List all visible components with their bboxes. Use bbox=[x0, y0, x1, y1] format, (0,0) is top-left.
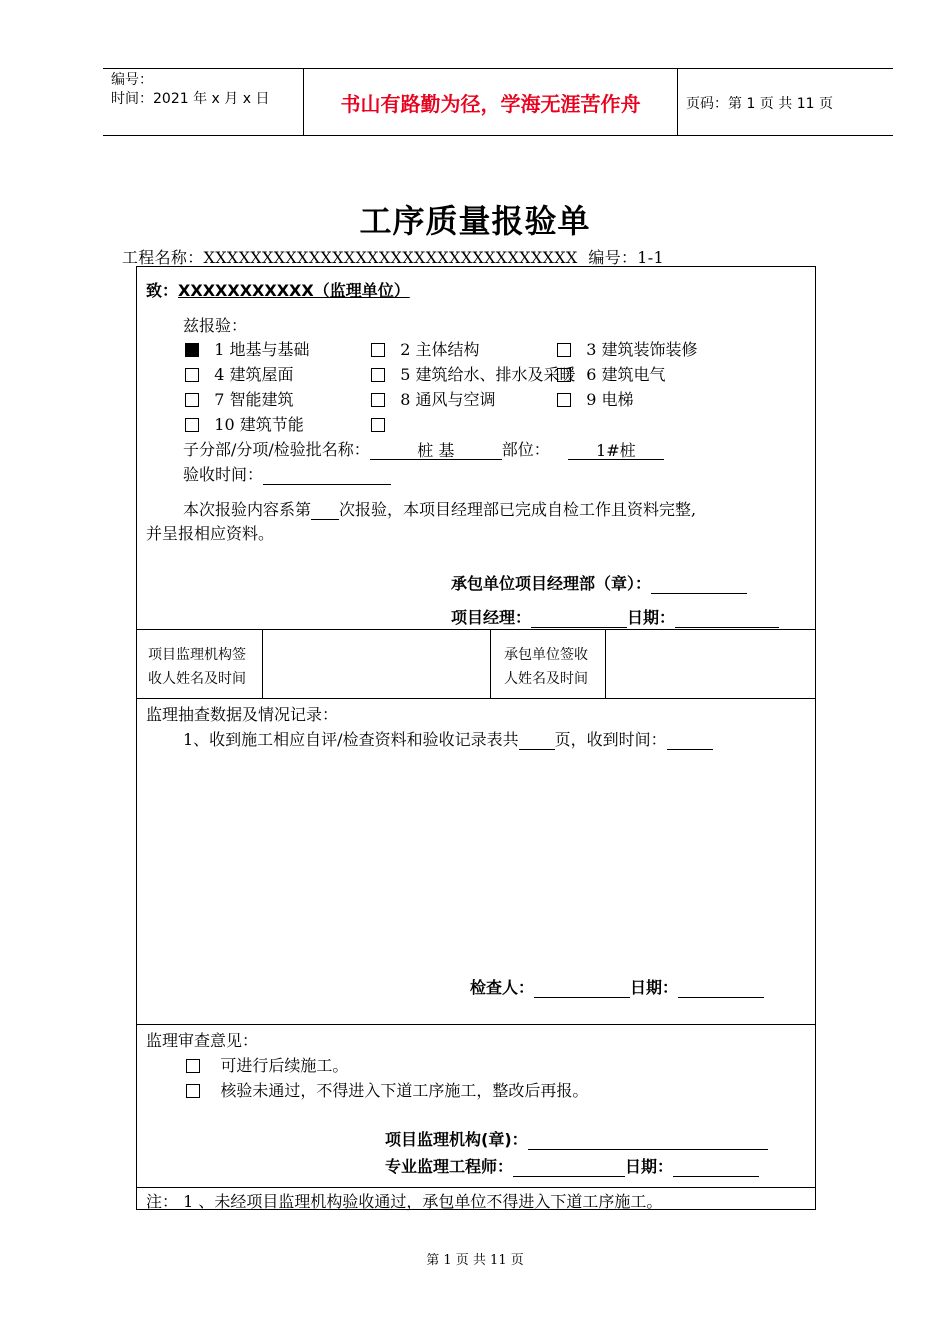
inspection-item-label: 9 电梯 bbox=[586, 390, 634, 409]
note-text: 注： 1 、未经项目监理机构验收通过，承包单位不得进入下道工序施工。 bbox=[146, 1192, 663, 1211]
contractor-sign-label bbox=[504, 643, 588, 691]
opinion-engineer-label: 专业监理工程师： bbox=[385, 1157, 514, 1176]
inspection-text-a: 1、收到施工相应自评/检查资料和验收记录表共 bbox=[183, 730, 519, 749]
opinion-option-1-label: 可进行后续施工。 bbox=[220, 1056, 349, 1075]
inspection-page-count-field[interactable] bbox=[519, 731, 555, 750]
to-line bbox=[146, 281, 410, 301]
checkbox-icon[interactable] bbox=[371, 393, 385, 407]
inspection-item-label: 10 建筑节能 bbox=[214, 415, 304, 434]
inspector-date-label: 日期： bbox=[630, 978, 679, 997]
statement-text-a: 本次报验内容系第 bbox=[183, 500, 312, 519]
statement-line-1 bbox=[183, 500, 696, 520]
checkbox-icon[interactable] bbox=[371, 343, 385, 357]
report-count-field[interactable] bbox=[311, 501, 339, 520]
checkbox-icon[interactable] bbox=[557, 393, 571, 407]
supervisor-sign-field[interactable] bbox=[264, 631, 489, 697]
opinion-org-line bbox=[385, 1130, 768, 1150]
contractor-sign-field[interactable] bbox=[607, 631, 814, 697]
header-bottom-rule bbox=[103, 135, 893, 136]
statement-line-2: 并呈报相应资料。 bbox=[146, 524, 275, 543]
inspection-item[interactable] bbox=[371, 340, 480, 360]
inspection-item[interactable] bbox=[557, 340, 698, 360]
opinion-date-label: 日期： bbox=[625, 1157, 674, 1176]
subpart-line bbox=[183, 440, 664, 460]
checkbox-icon[interactable] bbox=[186, 1084, 200, 1098]
inspection-item-label: 2 主体结构 bbox=[400, 340, 480, 359]
page-footer: 第 1 页 共 11 页 bbox=[426, 1253, 524, 1268]
form-rule-4 bbox=[136, 1187, 816, 1188]
subpart-value[interactable]: 桩 基 bbox=[370, 441, 502, 460]
checked-box-icon[interactable] bbox=[185, 343, 199, 357]
position-value[interactable]: 1#桩 bbox=[568, 441, 664, 460]
contractor-date-label: 日期： bbox=[627, 608, 676, 627]
project-line bbox=[122, 245, 664, 268]
checkbox-icon[interactable] bbox=[371, 368, 385, 382]
subpart-label: 子分部/分项/检验批名称： bbox=[183, 440, 370, 459]
form-rule-1 bbox=[136, 629, 816, 630]
supervisor-sign-label bbox=[148, 643, 246, 691]
accept-time-field[interactable] bbox=[263, 466, 391, 485]
inspection-item-label: 4 建筑屋面 bbox=[214, 365, 294, 384]
inspection-item[interactable] bbox=[557, 390, 634, 410]
opinion-title: 监理审查意见： bbox=[146, 1031, 259, 1050]
contractor-dept-label: 承包单位项目经理部（章）： bbox=[451, 574, 652, 593]
checkbox-icon[interactable] bbox=[185, 418, 199, 432]
inspection-item[interactable] bbox=[557, 365, 666, 385]
checkbox-icon[interactable] bbox=[186, 1059, 200, 1073]
form-rule-3 bbox=[136, 1024, 816, 1025]
supervisor-sign-label-2: 收人姓名及时间 bbox=[148, 671, 246, 687]
contractor-manager-label: 项目经理： bbox=[451, 608, 532, 627]
checkbox-icon[interactable] bbox=[371, 418, 385, 432]
inspection-item[interactable] bbox=[185, 415, 304, 435]
inspection-item[interactable] bbox=[185, 390, 294, 410]
document-title: 工序质量报验单 bbox=[359, 202, 591, 240]
contractor-dept-field[interactable] bbox=[651, 575, 747, 594]
inspection-item[interactable] bbox=[371, 415, 400, 435]
header-divider-right bbox=[677, 68, 678, 136]
inspection-item[interactable] bbox=[371, 390, 496, 410]
inspection-item-label: 6 建筑电气 bbox=[586, 365, 666, 384]
inspection-item[interactable] bbox=[185, 365, 294, 385]
statement-text-b: 次报验，本项目经理部已完成自检工作且资料完整, bbox=[339, 500, 697, 519]
contractor-sign-label-1: 承包单位签收 bbox=[504, 647, 588, 663]
position-label: 部位： bbox=[501, 440, 550, 459]
opinion-org-field[interactable] bbox=[528, 1131, 768, 1150]
inspection-item-label: 5 建筑给水、排水及采暖 bbox=[400, 365, 576, 384]
checkbox-icon[interactable] bbox=[557, 368, 571, 382]
checkbox-icon[interactable] bbox=[185, 393, 199, 407]
report-label: 兹报验： bbox=[183, 316, 248, 335]
inspector-line bbox=[470, 978, 764, 998]
header-motto: 书山有路勤为径，学海无涯苦作舟 bbox=[340, 92, 641, 116]
contractor-date-field[interactable] bbox=[675, 609, 779, 628]
sign-col-2 bbox=[490, 629, 491, 699]
supervisor-sign-label-1: 项目监理机构签 bbox=[148, 647, 246, 663]
header-number-label: 编号： bbox=[111, 72, 153, 88]
header-meta bbox=[111, 71, 269, 109]
inspection-item-label: 8 通风与空调 bbox=[400, 390, 496, 409]
opinion-option-2-label: 核验未通过，不得进入下道工序施工，整改后再报。 bbox=[220, 1081, 589, 1100]
checkbox-icon[interactable] bbox=[557, 343, 571, 357]
accept-time-label: 验收时间： bbox=[183, 465, 264, 484]
inspection-text-b: 页，收到时间： bbox=[554, 730, 667, 749]
contractor-sign-label-2: 人姓名及时间 bbox=[504, 671, 588, 687]
sign-col-1 bbox=[262, 629, 263, 699]
accept-time-line bbox=[183, 465, 391, 485]
to-label: 致： bbox=[146, 281, 179, 300]
contractor-dept-line bbox=[451, 574, 747, 594]
to-value: XXXXXXXXXXX（监理单位） bbox=[178, 281, 410, 300]
header-top-rule bbox=[103, 68, 893, 69]
inspection-item-label: 3 建筑装饰装修 bbox=[586, 340, 698, 359]
header-page-info: 页码：第 1 页 共 11 页 bbox=[686, 96, 833, 112]
inspection-item-label: 7 智能建筑 bbox=[214, 390, 294, 409]
opinion-engineer-line bbox=[385, 1157, 759, 1177]
opinion-option-2 bbox=[186, 1081, 588, 1101]
inspector-date-field[interactable] bbox=[678, 979, 764, 998]
opinion-date-field[interactable] bbox=[673, 1158, 759, 1177]
project-name: 工程名称：XXXXXXXXXXXXXXXXXXXXXXXXXXXXXXXX bbox=[122, 248, 578, 267]
inspector-field[interactable] bbox=[534, 979, 630, 998]
checkbox-icon[interactable] bbox=[185, 368, 199, 382]
contractor-manager-field[interactable] bbox=[531, 609, 627, 628]
opinion-engineer-field[interactable] bbox=[513, 1158, 625, 1177]
inspection-item[interactable] bbox=[185, 340, 310, 360]
header-time-label: 时间：2021 年 x 月 x 日 bbox=[111, 91, 270, 107]
project-number: 编号：1-1 bbox=[588, 248, 664, 267]
sign-col-3 bbox=[605, 629, 606, 699]
opinion-option-1 bbox=[186, 1056, 348, 1076]
form-rule-2 bbox=[136, 698, 816, 699]
inspection-title: 监理抽查数据及情况记录： bbox=[146, 705, 339, 724]
inspection-receive-time-field[interactable] bbox=[667, 731, 713, 750]
inspection-item[interactable] bbox=[371, 365, 576, 385]
inspector-label: 检查人： bbox=[470, 978, 535, 997]
opinion-org-label: 项目监理机构(章)： bbox=[385, 1130, 528, 1149]
inspection-item-label: 1 地基与基础 bbox=[214, 340, 310, 359]
contractor-manager-line bbox=[451, 608, 779, 628]
inspection-line-1 bbox=[183, 730, 713, 750]
